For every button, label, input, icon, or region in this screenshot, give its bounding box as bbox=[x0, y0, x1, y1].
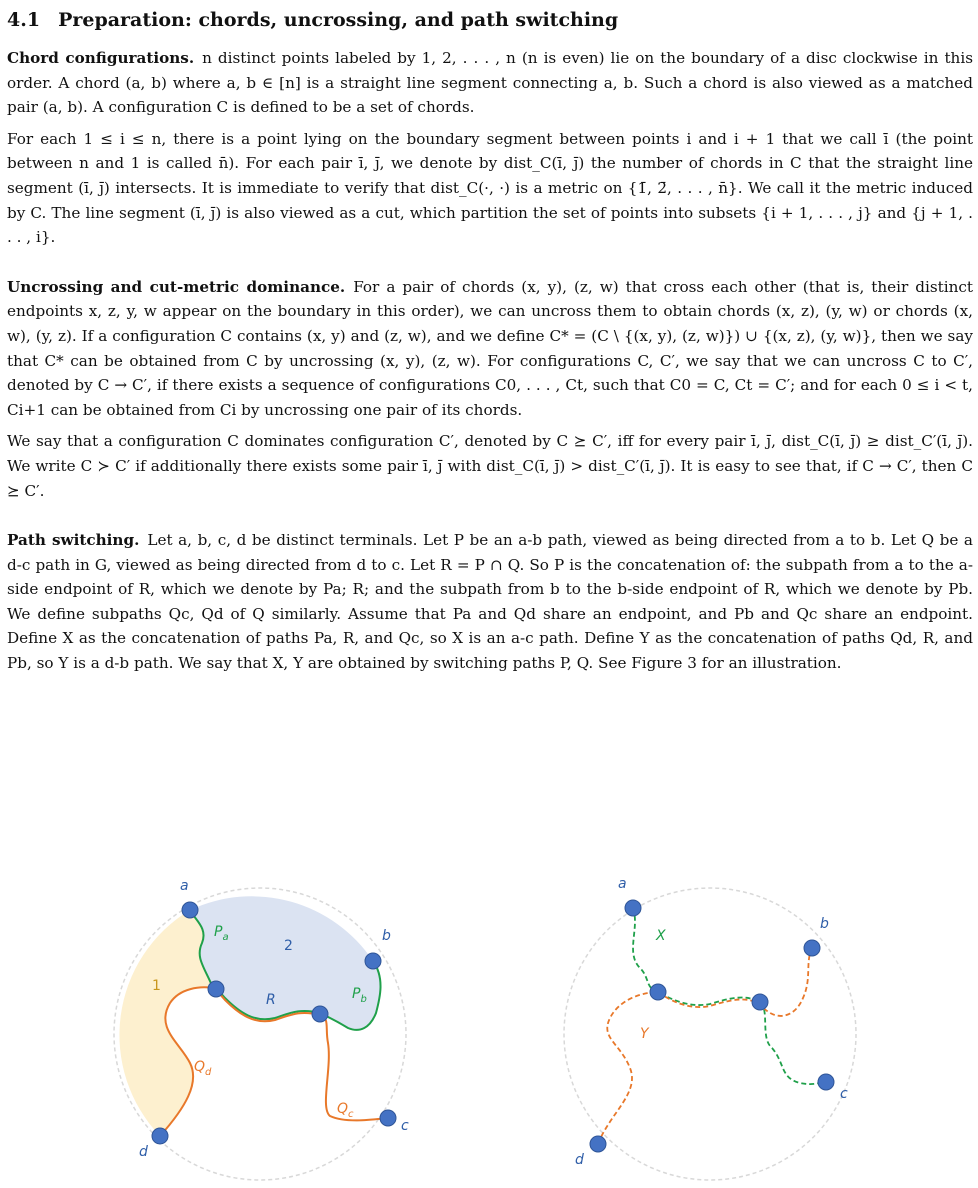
figure-svg bbox=[0, 868, 978, 1188]
terminal-d-label: d bbox=[139, 1144, 148, 1160]
terminal-b-label: b bbox=[820, 916, 829, 932]
junction-node bbox=[208, 981, 224, 997]
paragraph-lead: Uncrossing and cut-metric dominance. bbox=[7, 277, 346, 296]
paragraph-text: Let a, b, c, d be distinct terminals. Let P be an a-b path, viewed as being directed from a to b. Let Q be a d-c path in G, viewed as being directed from d to c. Let R = P ∩ Q. So P is the concatenation of: the subpath from a to the a-side endpoint of R, which we denote by Pa; R; and the subpath from b to the b-side endpoint of R, which we denote by Pb. We define subpaths Qc, Qd of Q similarly. Assume that Pa and Qd share an endpoint, and Pb and Qc share an endpoint. Define X as the concatenation of paths Pa, R, and Qc, so X is an a-c path. Define Y as the concatenation of paths Qd, R, and Pb, so Y is a d-b path. We say that X, Y are obtained by switching paths P, Q. See Figure 3 for an illustration. bbox=[7, 531, 973, 673]
terminal-d-label: d bbox=[575, 1152, 584, 1168]
terminal-c-label: c bbox=[840, 1086, 848, 1102]
terminal-a-node bbox=[625, 900, 641, 916]
region-2-label: 2 bbox=[284, 938, 293, 954]
terminal-a-node bbox=[182, 902, 198, 918]
junction-node bbox=[312, 1006, 328, 1022]
terminal-b-label: b bbox=[382, 928, 391, 944]
disc-boundary bbox=[564, 888, 856, 1180]
paragraph-text: n distinct points labeled by 1, 2, . . . , n (n is even) lie on the boundary of a disc clockwise in this order. A chord (a, b) where a, b ∈ [n] is a straight line segment connecting a, b. Such a chord is also viewed as a matched pair (a, b). A configuration C is defined to be a set of chords. bbox=[7, 49, 973, 117]
path-R-label: R bbox=[266, 992, 276, 1008]
terminal-a-label: a bbox=[180, 878, 189, 894]
paragraph-chord-configurations bbox=[7, 46, 973, 120]
region-2 bbox=[190, 896, 381, 1030]
paragraph-lead: Chord configurations. bbox=[7, 49, 195, 67]
path-Y-label: Y bbox=[640, 1026, 649, 1042]
terminal-c-label: c bbox=[401, 1118, 409, 1134]
path-Qc-label: $Q_c$ bbox=[337, 1101, 354, 1120]
terminal-c-node bbox=[380, 1110, 396, 1126]
terminal-d-node bbox=[152, 1128, 168, 1144]
left-diagram bbox=[114, 878, 409, 1180]
terminal-c-node bbox=[818, 1074, 834, 1090]
paragraph-path-switching bbox=[7, 528, 973, 676]
paragraph-dominance bbox=[7, 429, 973, 503]
path-Pb-label: $P_b$ bbox=[352, 986, 367, 1005]
region-1-label: 1 bbox=[152, 978, 161, 994]
paragraph-lead: Path switching. bbox=[7, 531, 140, 550]
terminal-d-node bbox=[590, 1136, 606, 1152]
paragraph-metric-definition bbox=[7, 127, 973, 250]
section-title: Preparation: chords, uncrossing, and path switching bbox=[58, 9, 619, 31]
path-Y bbox=[598, 948, 812, 1144]
path-X-label: X bbox=[656, 928, 666, 944]
path-Pa-label: $P_a$ bbox=[214, 924, 229, 943]
section-heading bbox=[7, 5, 973, 35]
terminal-a-label: a bbox=[618, 876, 627, 892]
terminal-b-node bbox=[365, 953, 381, 969]
paragraph-text: For each 1 ≤ i ≤ n, there is a point lying on the boundary segment between points i and i + 1 that we call ī (the point between n and 1 is called n̄). For each pair ī, j̄, we denote by dist_C(ī, j̄) the number of chords in C that the straight line segment (ī, j̄) intersects. It is immediate to verify that dist_C(·, ·) is a metric on {1̄, 2̄, . . . , n̄}. We call it the metric induced by C. The line segment (ī, j̄) is also viewed as a cut, which partition the set of points into subsets {i + 1, . . . , j} and {j + 1, . . . , i}. bbox=[7, 129, 973, 247]
right-diagram bbox=[564, 876, 856, 1180]
junction-node bbox=[650, 984, 666, 1000]
path-Qd-label: $Q_d$ bbox=[194, 1059, 212, 1078]
paragraph-uncrossing bbox=[7, 275, 973, 423]
figure-path-switching bbox=[0, 868, 978, 1188]
paragraph-text: For a pair of chords (x, y), (z, w) that cross each other (that is, their distinct endpoints x, z, y, w appear on the boundary in this order), we can uncross them to obtain chords (x, z), (y, w) or chords (x, w), (y, z). If a configuration C contains (x, y) and (z, w), and we define C* = (C \ {(x, y), (z, w)}) ∪ {(x, z), (y, w)}, then we say that C* can be obtained from C by uncrossing (x, y), (z, w). For configurations C, C′, we say that we can uncross C to C′, denoted by C → C′, if there exists a sequence of configurations C0, . . . , Ct, such that C0 = C, Ct = C′; and for each 0 ≤ i < t, Ci+1 can be obtained from Ci by uncrossing one pair of its chords. bbox=[7, 277, 973, 419]
junction-node bbox=[752, 994, 768, 1010]
terminal-b-node bbox=[804, 940, 820, 956]
section-number: 4.1 bbox=[7, 9, 41, 31]
paper-page bbox=[7, 0, 973, 676]
paragraph-text: We say that a configuration C dominates configuration C′, denoted by C ⪰ C′, iff for every pair ī, j̄, dist_C(ī, j̄) ≥ dist_C′(ī, j̄). We write C ≻ C′ if additionally there exists some pair ī, j̄ with dist_C(ī, j̄) > dist_C′(ī, j̄). It is easy to see that, if C → C′, then C ⪰ C′. bbox=[7, 432, 973, 500]
